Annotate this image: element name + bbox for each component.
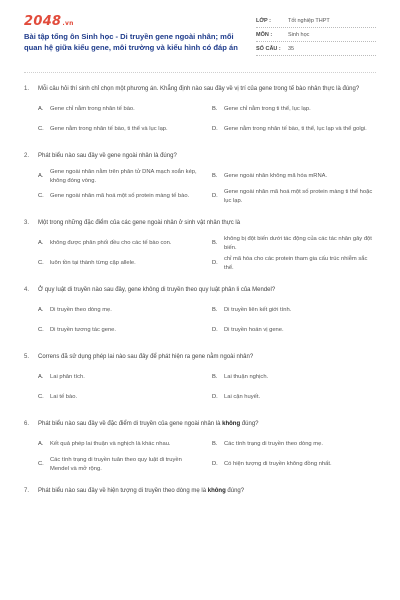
- option-text: Di truyền hoán vị gene.: [224, 327, 284, 334]
- question-1: [24, 84, 376, 140]
- option-text: Gene ngoài nhân mã hoá một số protein màng tế bào.: [50, 193, 190, 200]
- logo-text: 2048: [24, 14, 62, 29]
- answer-options: [24, 435, 376, 475]
- option-letter: A.: [38, 240, 44, 247]
- answer-options: [24, 301, 376, 341]
- option-text: Di truyền liên kết giới tính.: [224, 307, 292, 314]
- question-2: [24, 151, 376, 207]
- option-letter: C.: [38, 260, 44, 267]
- option-b[interactable]: [212, 234, 376, 254]
- question-number: 1.: [24, 86, 30, 92]
- option-letter: A.: [38, 173, 44, 180]
- option-b[interactable]: [212, 368, 376, 388]
- option-a[interactable]: [38, 100, 202, 120]
- option-c[interactable]: [38, 388, 202, 408]
- option-text: Lai thuận nghịch.: [224, 374, 269, 381]
- option-text: Lai cận huyết.: [224, 394, 261, 401]
- option-letter: B.: [212, 441, 218, 448]
- question-text: Ở quy luật di truyền nào sau đây, gene không di truyền theo quy luật phân li của Mendel?: [38, 287, 276, 293]
- meta-key: SỐ CÂU :: [256, 45, 281, 52]
- question-number: 2.: [24, 153, 30, 159]
- question-number: 3.: [24, 220, 30, 226]
- option-text: Gene ngoài nhân không mã hóa mRNA.: [224, 173, 328, 180]
- option-letter: D.: [212, 394, 218, 401]
- option-a[interactable]: [38, 435, 202, 455]
- option-text: Lai tế bào.: [50, 394, 78, 401]
- option-text: Di truyền tương tác gene.: [50, 327, 117, 334]
- meta-value: Tốt nghiệp THPT: [288, 17, 330, 24]
- header-divider: [24, 72, 376, 73]
- option-c[interactable]: [38, 321, 202, 341]
- meta-row-count: [256, 42, 376, 56]
- meta-key: MÔN :: [256, 31, 273, 38]
- option-a[interactable]: [38, 301, 202, 321]
- question-text: [38, 486, 376, 496]
- option-c[interactable]: [38, 120, 202, 140]
- question-text: Phát biểu nào sau đây về gene ngoài nhân là đúng?: [38, 153, 177, 159]
- question-4: [24, 285, 376, 341]
- option-text: chỉ mã hóa cho các protein tham gia cấu trúc nhiễm sắc thể.: [224, 255, 368, 271]
- option-letter: B.: [212, 374, 218, 381]
- question-number: 5.: [24, 354, 30, 360]
- option-text: Kết quả phép lai thuận và nghịch là khác nhau.: [50, 441, 171, 448]
- option-text: Di truyền theo dòng mẹ.: [50, 307, 112, 314]
- site-logo[interactable]: [24, 14, 252, 29]
- question-text-pre: Phát biểu nào sau đây về hiện tượng di truyền theo dòng mẹ là: [38, 488, 208, 494]
- question-6: [24, 419, 376, 475]
- option-a[interactable]: [38, 234, 202, 254]
- option-letter: A.: [38, 307, 44, 314]
- question-number: 6.: [24, 421, 30, 427]
- answer-options: [24, 234, 376, 274]
- document-header: [24, 0, 376, 66]
- option-letter: B.: [212, 240, 218, 247]
- option-c[interactable]: [38, 455, 202, 475]
- meta-key: LỚP :: [256, 17, 271, 24]
- option-b[interactable]: [212, 167, 376, 187]
- question-text: Mỗi câu hỏi thí sinh chỉ chọn một phương án. Khẳng định nào sau đây về vị trí của gene trong tế bào nhân thực là đúng?: [38, 86, 360, 92]
- question-number: 4.: [24, 287, 30, 293]
- option-b[interactable]: [212, 435, 376, 455]
- question-text-post: đúng?: [240, 421, 259, 427]
- option-text: Lai phân tích.: [50, 374, 85, 381]
- option-a[interactable]: [38, 368, 202, 388]
- option-b[interactable]: [212, 100, 376, 120]
- question-7: [24, 486, 376, 496]
- option-text: Gene chỉ nằm trong ti thể, lục lạp.: [224, 106, 311, 113]
- meta-row-subject: [256, 28, 376, 42]
- option-d[interactable]: [212, 321, 376, 341]
- question-3: [24, 218, 376, 274]
- option-letter: A.: [38, 374, 44, 381]
- document-meta: [256, 14, 376, 66]
- option-text: không bị đột biến dưới tác động của các tác nhân gây đột biến.: [224, 235, 372, 251]
- answer-options: [24, 167, 376, 207]
- option-letter: C.: [38, 327, 44, 334]
- question-5: [24, 352, 376, 408]
- option-text: Gene chỉ nằm trong nhân tế bào.: [50, 106, 135, 113]
- option-letter: A.: [38, 441, 44, 448]
- option-letter: C.: [38, 126, 44, 133]
- question-text: Một trong những đặc điểm của các gene ngoài nhân ở sinh vật nhân thực là: [38, 220, 241, 226]
- option-text: Gene nằm trong nhân tế bào, ti thể và lục lạp.: [50, 126, 168, 133]
- logo-suffix: .vn: [62, 20, 74, 27]
- option-letter: B.: [212, 106, 218, 113]
- option-letter: B.: [212, 307, 218, 314]
- option-letter: D.: [212, 126, 218, 133]
- option-c[interactable]: [38, 254, 202, 274]
- option-text: Có hiện tượng di truyền không đồng nhất.: [224, 461, 332, 468]
- option-d[interactable]: [212, 187, 376, 207]
- option-d[interactable]: [212, 388, 376, 408]
- meta-row-class: [256, 14, 376, 28]
- question-text-emphasis: không: [207, 488, 226, 494]
- option-d[interactable]: [212, 254, 376, 274]
- option-c[interactable]: [38, 187, 202, 207]
- option-text: Gene ngoài nhân mã hoá một số protein màng ti thể hoặc lục lạp.: [224, 188, 373, 204]
- option-letter: D.: [212, 461, 218, 468]
- option-text: không được phân phối đều cho các tế bào con.: [50, 240, 172, 247]
- option-letter: D.: [212, 327, 218, 334]
- option-letter: B.: [212, 173, 218, 180]
- header-left: [24, 14, 252, 66]
- question-text: [38, 419, 376, 429]
- question-text-emphasis: không: [222, 421, 241, 427]
- option-letter: C.: [38, 394, 44, 401]
- meta-value: Sinh học: [288, 31, 310, 38]
- option-text: Gene ngoài nhân nằm trên phân tử DNA mạch xoắn kép, không đóng vòng.: [50, 168, 197, 184]
- option-letter: A.: [38, 106, 44, 113]
- option-d[interactable]: [212, 455, 376, 475]
- option-a[interactable]: [38, 167, 202, 187]
- meta-value: 35: [288, 45, 295, 52]
- answer-options: [24, 100, 376, 140]
- question-text-pre: Phát biểu nào sau đây về đặc điểm di truyền của gene ngoài nhân là: [38, 421, 223, 427]
- question-text: Correns đã sử dụng phép lai nào sau đây để phát hiện ra gene nằm ngoài nhân?: [38, 354, 254, 360]
- question-number: 7.: [24, 488, 30, 494]
- option-b[interactable]: [212, 301, 376, 321]
- option-text: luôn tồn tại thành từng cặp allele.: [50, 260, 136, 267]
- answer-options: [24, 368, 376, 408]
- option-letter: D.: [212, 193, 218, 200]
- option-letter: C.: [38, 461, 44, 468]
- question-text-post: đúng?: [225, 488, 245, 494]
- option-letter: D.: [212, 260, 218, 267]
- document-title: Bài tập tổng ôn Sinh học - Di truyền gene ngoài nhân; mối quan hệ giữa kiểu gene, môi trường và kiểu hình có đáp án: [24, 32, 238, 52]
- option-letter: C.: [38, 193, 44, 200]
- option-text: Gene nằm trong nhân tế bào, ti thể, lục lạp và thể golgi.: [224, 126, 367, 133]
- option-text: Các tính trạng di truyền theo dòng mẹ.: [224, 441, 323, 448]
- option-text: Các tính trạng di truyền tuân theo quy luật di truyền Mendel và mở rộng.: [50, 456, 182, 472]
- option-d[interactable]: [212, 120, 376, 140]
